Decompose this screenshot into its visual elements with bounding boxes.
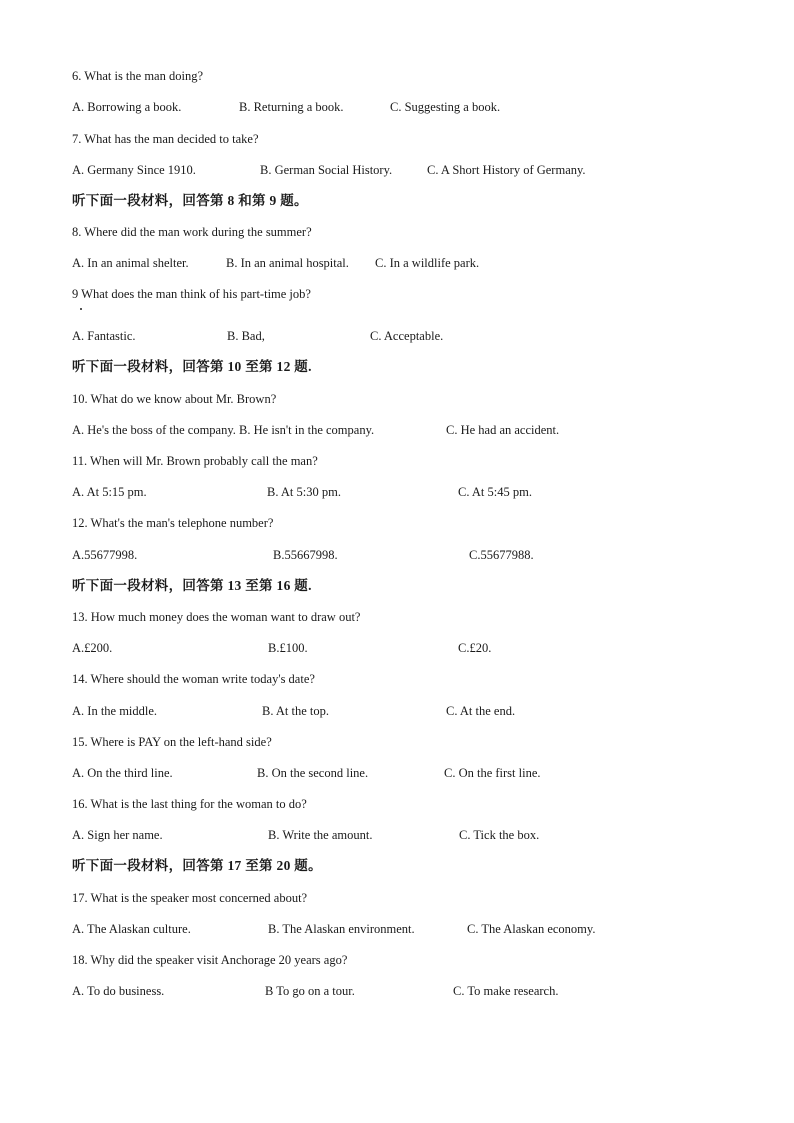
option-12a: A.55677998.: [72, 548, 138, 562]
question-12: 12. What's the man's telephone number?: [72, 516, 274, 530]
question-15: 15. Where is PAY on the left-hand side?: [72, 735, 272, 749]
question-16: 16. What is the last thing for the woman to do?: [72, 797, 307, 811]
option-7c: C. A Short History of Germany.: [427, 163, 586, 177]
option-10ab: A. He's the boss of the company. B. He isn't in the company.: [72, 423, 375, 437]
option-9a: A. Fantastic.: [72, 329, 136, 343]
section-heading-8-9: 听下面一段材料，回答第 8 和第 9 题。: [72, 193, 308, 208]
question-9: 9 What does the man think of his part-time job?: [72, 287, 311, 301]
option-7a: A. Germany Since 1910.: [72, 163, 196, 177]
question-7: 7. What has the man decided to take?: [72, 132, 259, 146]
option-6a: A. Borrowing a book.: [72, 100, 182, 114]
option-11c: C. At 5:45 pm.: [458, 485, 532, 499]
question-8: 8. Where did the man work during the summer?: [72, 225, 312, 239]
option-14b: B. At the top.: [262, 704, 330, 718]
option-17a: A. The Alaskan culture.: [72, 922, 191, 936]
option-11b: B. At 5:30 pm.: [267, 485, 341, 499]
option-12c: C.55677988.: [469, 548, 534, 562]
section-heading-13-16: 听下面一段材料，回答第 13 至第 16 题.: [72, 578, 312, 593]
option-18a: A. To do business.: [72, 984, 165, 998]
option-10c: C. He had an accident.: [446, 423, 560, 437]
option-6b: B. Returning a book.: [239, 100, 344, 114]
question-17: 17. What is the speaker most concerned about?: [72, 891, 308, 905]
option-11a: A. At 5:15 pm.: [72, 485, 147, 499]
question-18: 18. Why did the speaker visit Anchorage 20 years ago?: [72, 953, 348, 967]
option-17b: B. The Alaskan environment.: [268, 922, 415, 936]
option-8a: A. In an animal shelter.: [72, 256, 189, 270]
option-16a: A. Sign her name.: [72, 828, 163, 842]
option-15a: A. On the third line.: [72, 766, 173, 780]
option-18b: B To go on a tour.: [265, 984, 355, 998]
option-9b: B. Bad,: [227, 329, 265, 343]
option-6c: C. Suggesting a book.: [390, 100, 501, 114]
option-13a: A.£200.: [72, 641, 113, 655]
option-7b: B. German Social History.: [260, 163, 393, 177]
option-13c: C.£20.: [458, 641, 492, 655]
section-heading-10-12: 听下面一段材料，回答第 10 至第 12 题.: [72, 359, 312, 374]
stray-mark: [80, 308, 82, 310]
option-14a: A. In the middle.: [72, 704, 158, 718]
option-18c: C. To make research.: [453, 984, 559, 998]
option-17c: C. The Alaskan economy.: [467, 922, 596, 936]
option-16c: C. Tick the box.: [459, 828, 540, 842]
question-14: 14. Where should the woman write today's date?: [72, 672, 315, 686]
option-12b: B.55667998.: [273, 548, 338, 562]
option-13b: B.£100.: [268, 641, 308, 655]
option-16b: B. Write the amount.: [268, 828, 373, 842]
option-15b: B. On the second line.: [257, 766, 369, 780]
option-8b: B. In an animal hospital.: [226, 256, 349, 270]
option-14c: C. At the end.: [446, 704, 516, 718]
question-11: 11. When will Mr. Brown probably call the man?: [72, 454, 318, 468]
option-8c: C. In a wildlife park.: [375, 256, 480, 270]
section-heading-17-20: 听下面一段材料，回答第 17 至第 20 题。: [72, 858, 322, 873]
question-6: 6. What is the man doing?: [72, 69, 203, 83]
question-13: 13. How much money does the woman want to draw out?: [72, 610, 361, 624]
question-10: 10. What do we know about Mr. Brown?: [72, 392, 277, 406]
option-9c: C. Acceptable.: [370, 329, 444, 343]
option-15c: C. On the first line.: [444, 766, 541, 780]
